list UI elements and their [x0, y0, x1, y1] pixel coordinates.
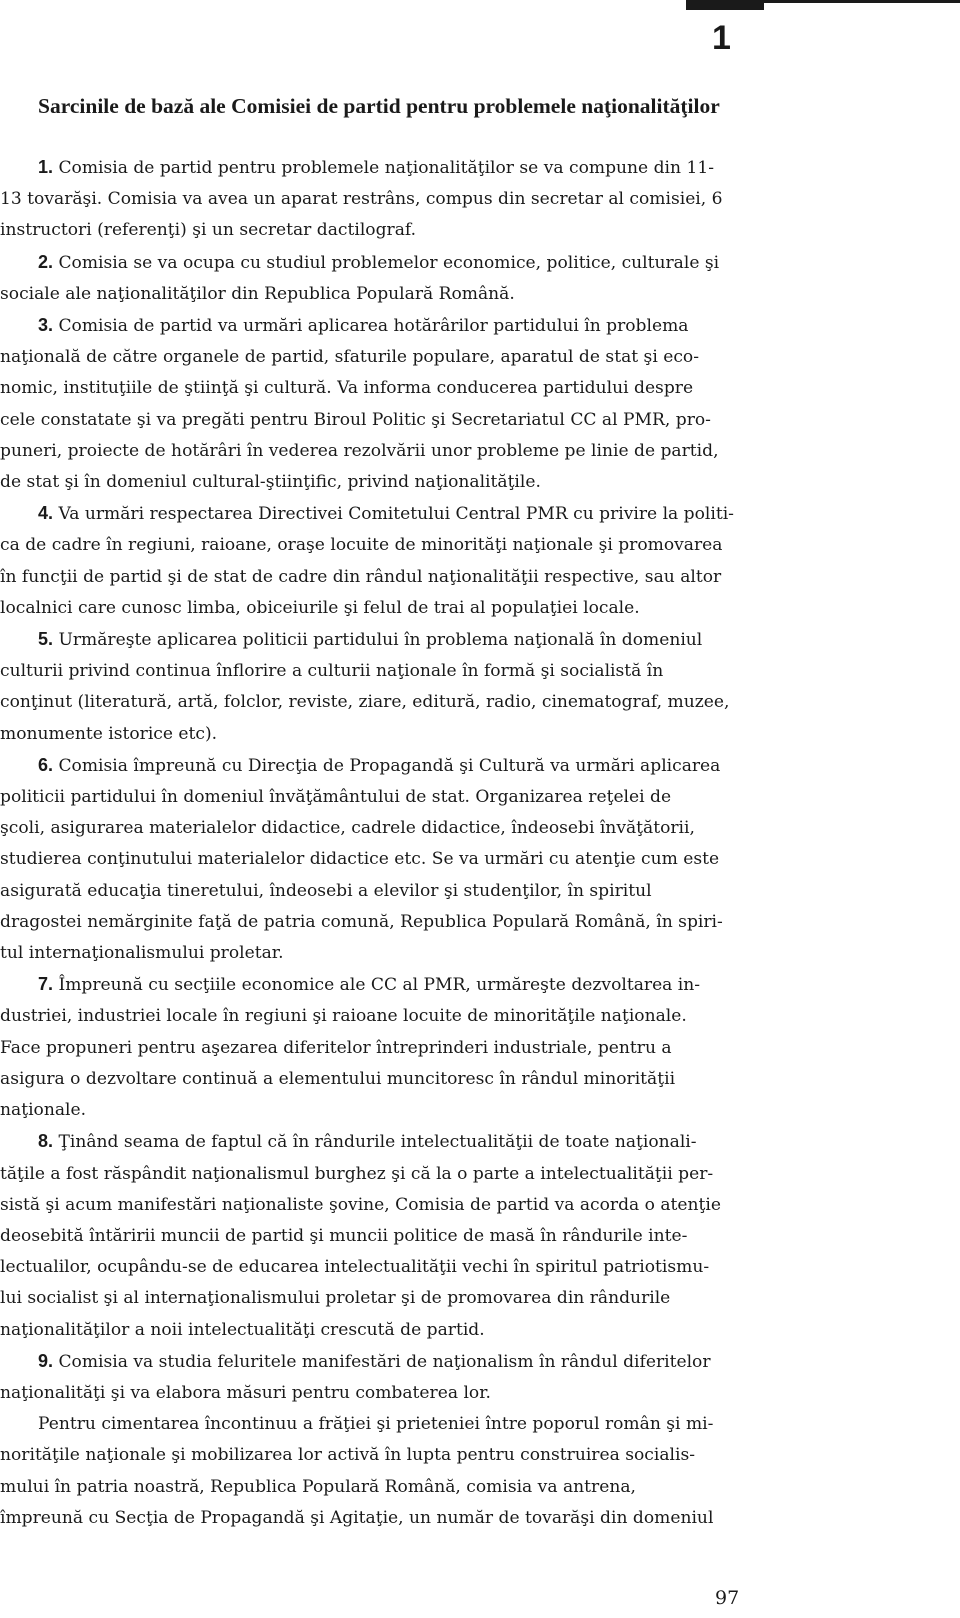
- line-text: naţionale.: [0, 1100, 87, 1121]
- text-line: [0, 1095, 960, 1126]
- paragraph-7: [0, 969, 960, 1126]
- text-line: [0, 310, 960, 342]
- text-line: [0, 1252, 960, 1283]
- text-line: [0, 876, 960, 907]
- line-text: împreună cu Secţia de Propagandă şi Agitaţie, un număr de tovarăşi din domeniul: [0, 1507, 714, 1528]
- document-title: Sarcinile de bază ale Comisiei de partid pentru problemele naţionalităţilor: [38, 94, 720, 118]
- paragraph-number: 9.: [38, 1350, 54, 1371]
- line-text: culturii privind continua înflorire a culturii naţionale în formă şi socialistă în: [0, 661, 664, 682]
- text-line: [0, 1221, 960, 1252]
- text-line: [0, 562, 960, 593]
- paragraph-10: [0, 1409, 960, 1534]
- paragraph-9: [0, 1346, 960, 1409]
- text-line: [0, 813, 960, 844]
- text-line: [0, 530, 960, 561]
- line-text: monumente istorice etc).: [0, 723, 218, 744]
- line-text: politicii partidului în domeniul învăţământului de stat. Organizarea reţelei de: [0, 787, 672, 808]
- line-text: sistă şi acum manifestări naţionaliste şovine, Comisia de partid va acorda o atenţie: [0, 1194, 722, 1215]
- chapter-number: 1: [712, 19, 731, 57]
- text-line: [0, 1126, 960, 1158]
- line-text: localnici care cunosc limba, obiceiurile şi felul de trai al populaţiei locale.: [0, 597, 640, 618]
- text-line: [0, 1472, 960, 1503]
- text-line: [0, 152, 960, 184]
- paragraph-number: 1.: [38, 157, 54, 177]
- paragraph-2: [0, 247, 960, 310]
- text-line: [0, 1190, 960, 1221]
- text-line: [0, 1440, 960, 1471]
- line-text: naţionalităţi şi va elabora măsuri pentru combaterea lor.: [0, 1382, 491, 1403]
- line-text: de stat şi în domeniul cultural-ştiinţific, privind naţionalităţile.: [0, 472, 541, 493]
- text-line: [0, 342, 960, 373]
- paragraph-number: 3.: [38, 315, 54, 336]
- text-line: [0, 1064, 960, 1095]
- text-line: [0, 844, 960, 875]
- paragraph-5: [0, 624, 960, 750]
- text-line: [0, 279, 960, 310]
- text-line: [0, 1033, 960, 1064]
- paragraph-number: 6.: [38, 754, 54, 775]
- paragraph-8: [0, 1126, 960, 1345]
- line-text: naţională de către organele de partid, sfaturile populare, aparatul de stat şi eco-: [0, 347, 699, 368]
- paragraph-6: [0, 750, 960, 969]
- text-line: [0, 687, 960, 718]
- text-line: [0, 1503, 960, 1534]
- text-line: [0, 498, 960, 530]
- text-line: [0, 467, 960, 498]
- text-line: [0, 907, 960, 938]
- top-rule-accent: [686, 0, 764, 10]
- line-text: tul internaţionalismului proletar.: [0, 943, 284, 964]
- paragraph-number: 4.: [38, 503, 54, 524]
- line-text: Comisia va studia feluritele manifestări de naţionalism în rândul diferitelor: [53, 1351, 711, 1372]
- line-text: dustriei, industriei locale în regiuni şi raioane locuite de minorităţile naţionale.: [0, 1006, 687, 1027]
- paragraph-number: 2.: [38, 251, 54, 272]
- text-line: [0, 405, 960, 436]
- line-text: dragostei nemărginite faţă de patria comună, Republica Populară Română, în spiri-: [0, 911, 723, 932]
- text-line: [0, 656, 960, 687]
- line-text: Comisia se va ocupa cu studiul problemelor economice, politice, culturale şi: [53, 252, 720, 273]
- line-text: norităţile naţionale şi mobilizarea lor activă în lupta pentru construirea socialis-: [0, 1445, 695, 1466]
- paragraph-number: 7.: [38, 974, 54, 995]
- line-text: Urmăreşte aplicarea politicii partidului în problema naţională în domeniul: [53, 630, 703, 651]
- line-text: şcoli, asigurarea materialelor didactice, cadrele didactice, îndeosebi învăţătorii,: [0, 818, 695, 839]
- line-text: lectualilor, ocupându-se de educarea intelectualităţii vechi în spiritul patriotismu-: [0, 1257, 710, 1278]
- line-text: tăţile a fost răspândit naţionalismul burghez şi că la o parte a intelectualităţii per-: [0, 1163, 714, 1184]
- line-text: deosebită întăririi muncii de partid şi muncii politice de masă în rândurile inte-: [0, 1225, 688, 1246]
- line-text: mului în patria noastră, Republica Populară Română, comisia va antrena,: [0, 1476, 636, 1497]
- line-text: studierea conţinutului materialelor didactice etc. Se va urmări cu atenţie cum este: [0, 849, 720, 870]
- text-line: [0, 1409, 960, 1440]
- line-text: ca de cadre în regiuni, raioane, oraşe locuite de minorităţi naţionale şi promovarea: [0, 535, 723, 556]
- text-line: [0, 750, 960, 782]
- line-text: asigura o dezvoltare continuă a elementului muncitoresc în rândul minorităţii: [0, 1068, 676, 1089]
- line-text: naţionalităţilor a noii intelectualităţi crescută de partid.: [0, 1319, 485, 1340]
- line-text: 13 tovarăşi. Comisia va avea un aparat restrâns, compus din secretar al comisiei, 6: [0, 189, 723, 210]
- text-line: [0, 1346, 960, 1378]
- line-text: Comisia împreună cu Direcţia de Propagandă şi Cultură va urmări aplicarea: [53, 755, 721, 776]
- text-line: [0, 436, 960, 467]
- text-line: [0, 1378, 960, 1409]
- line-text: Comisia de partid pentru problemele naţionalităţilor se va compune din 11-: [53, 158, 714, 178]
- paragraph-number: 5.: [38, 629, 54, 650]
- text-line: [0, 719, 960, 750]
- line-text: asigurată educaţia tineretului, îndeosebi a elevilor şi studenţilor, în spiritul: [0, 880, 652, 901]
- line-text: nomic, instituţiile de ştiinţă şi cultură. Va informa conducerea partidului despre: [0, 378, 694, 399]
- text-line: [0, 1159, 960, 1190]
- paragraph-1: [0, 152, 960, 247]
- text-line: [0, 624, 960, 656]
- text-line: [0, 215, 960, 246]
- text-line: [0, 782, 960, 813]
- text-line: [0, 1315, 960, 1346]
- text-line: [0, 938, 960, 969]
- line-text: conţinut (literatură, artă, folclor, reviste, ziare, editură, radio, cinematograf, muzee,: [0, 692, 730, 713]
- text-line: [0, 969, 960, 1001]
- line-text: Comisia de partid va urmări aplicarea hotărârilor partidului în problema: [53, 316, 689, 337]
- line-text: Ţinând seama de faptul că în rândurile intelectualităţii de toate naţionali-: [53, 1132, 697, 1153]
- line-text: în funcţii de partid şi de stat de cadre din rândul naţionalităţii respective, sau altor: [0, 566, 722, 587]
- paragraph-number: 8.: [38, 1131, 54, 1152]
- paragraph-4: [0, 498, 960, 624]
- paragraph-3: [0, 310, 960, 498]
- line-text: puneri, proiecte de hotărâri în vederea rezolvării unor probleme pe linie de partid,: [0, 440, 719, 461]
- line-text: Face propuneri pentru aşezarea diferitelor întreprinderi industriale, pentru a: [0, 1037, 672, 1058]
- document-body: [0, 152, 960, 1534]
- line-text: Pentru cimentarea încontinuu a frăţiei şi prieteniei între poporul român şi mi-: [38, 1414, 714, 1435]
- text-line: [0, 1283, 960, 1314]
- line-text: instructori (referenţi) şi un secretar dactilograf.: [0, 220, 417, 241]
- line-text: sociale ale naţionalităţilor din Republica Populară Română.: [0, 283, 515, 304]
- text-line: [0, 247, 960, 279]
- page-number: 97: [715, 1587, 740, 1609]
- text-line: [0, 373, 960, 404]
- text-line: [0, 184, 960, 215]
- line-text: lui socialist şi al internaţionalismului proletar şi de promovarea din rândurile: [0, 1288, 671, 1309]
- line-text: Va urmări respectarea Directivei Comitetului Central PMR cu privire la politi-: [53, 504, 734, 525]
- line-text: Împreună cu secţiile economice ale CC al PMR, urmăreşte dezvoltarea in-: [53, 975, 701, 996]
- line-text: cele constatate şi va pregăti pentru Biroul Politic şi Secretariatul CC al PMR, pro-: [0, 409, 711, 430]
- text-line: [0, 1001, 960, 1032]
- text-line: [0, 593, 960, 624]
